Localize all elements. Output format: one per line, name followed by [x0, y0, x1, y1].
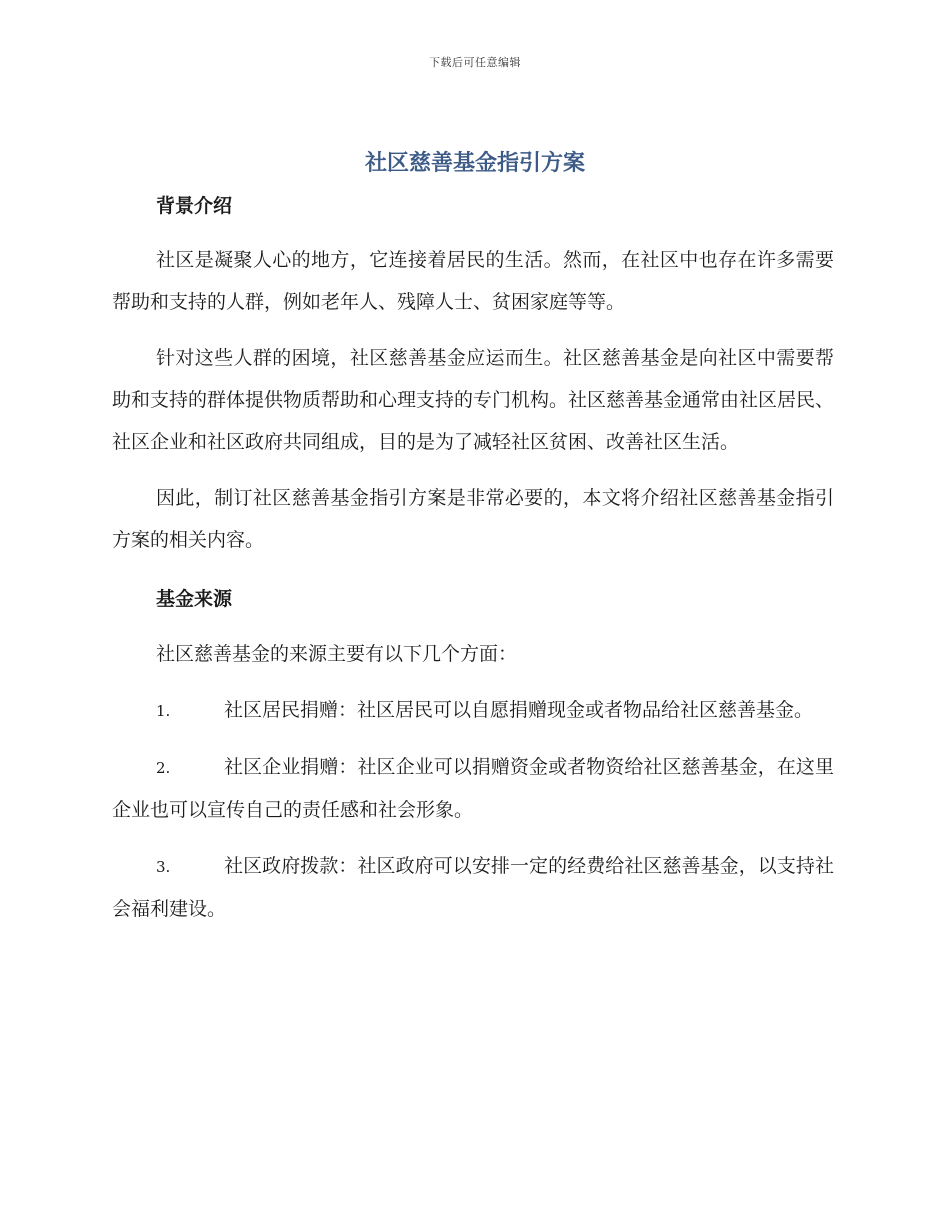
paragraph: 针对这些人群的困境，社区慈善基金应运而生。社区慈善基金是向社区中需要帮助和支持的群体提供物质帮助和心理支持的专门机构。社区慈善基金通常由社区居民、社区企业和社区政府共同组成，目的是为了减轻社区贫困、改善社区生活。	[112, 347, 835, 453]
list-item-number: 1.	[156, 702, 171, 720]
document-body	[112, 190, 834, 930]
list-item-text: 社区政府拨款：社区政府可以安排一定的经费给社区慈善基金，以支持社会福利建设。	[112, 855, 834, 920]
paragraph: 因此，制订社区慈善基金指引方案是非常必要的，本文将介绍社区慈善基金指引方案的相关内容。	[112, 487, 834, 551]
list-item	[112, 845, 834, 930]
list-item-text: 社区居民捐赠：社区居民可以自愿捐赠现金或者物品给社区慈善基金。	[224, 699, 814, 721]
header-note: 下载后可任意编辑	[429, 56, 521, 69]
section-heading-background: 背景介绍	[156, 195, 233, 217]
document-title: 社区慈善基金指引方案	[364, 151, 585, 176]
list-item	[112, 746, 834, 831]
paragraph: 社区是凝聚人心的地方，它连接着居民的生活。然而，在社区中也存在许多需要帮助和支持的人群，例如老年人、残障人士、贫困家庭等等。	[112, 249, 834, 313]
section-heading-fund-source: 基金来源	[156, 588, 233, 610]
list-item-number: 2.	[156, 759, 171, 777]
paragraph: 社区慈善基金的来源主要有以下几个方面：	[156, 643, 518, 665]
list-item-text: 社区企业捐赠：社区企业可以捐赠资金或者物资给社区慈善基金，在这里企业也可以宣传自己的责任感和社会形象。	[112, 756, 834, 821]
list-item	[112, 689, 834, 732]
list-item-number: 3.	[156, 858, 171, 876]
